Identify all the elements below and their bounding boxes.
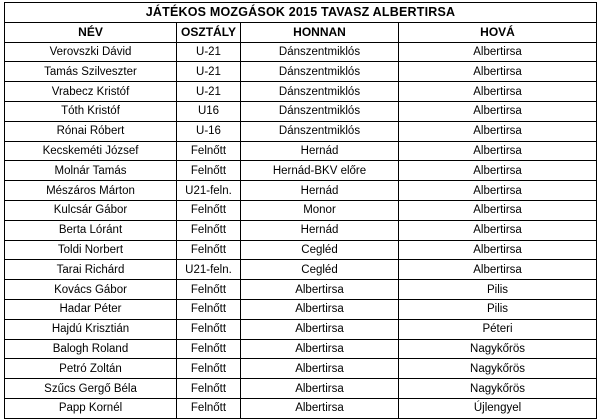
table-row [5,379,597,399]
from-club-cell: Hernád [241,181,399,201]
from-club-cell: Albertirsa [241,379,399,399]
table-row [5,121,597,141]
player-name-cell: Mészáros Márton [5,181,177,201]
to-club-cell: Albertirsa [399,82,597,102]
table-row [5,141,597,161]
player-transfers-table [4,2,597,419]
to-club-cell: Albertirsa [399,220,597,240]
title-row [5,3,597,23]
table-row [5,200,597,220]
category-cell: Felnőtt [177,398,241,418]
player-name-cell: Toldi Norbert [5,240,177,260]
player-name-cell: Szűcs Gergő Béla [5,379,177,399]
player-name-cell: Kovács Gábor [5,280,177,300]
player-name-cell: Hajdú Krisztián [5,319,177,339]
player-name-cell: Papp Kornél [5,398,177,418]
player-name-cell: Tamás Szilveszter [5,62,177,82]
to-club-cell: Nagykőrös [399,359,597,379]
table-row [5,359,597,379]
column-header-osztaly: OSZTÁLY [177,22,241,42]
header-row [5,22,597,42]
table-row [5,280,597,300]
to-club-cell: Albertirsa [399,260,597,280]
player-name-cell: Molnár Tamás [5,161,177,181]
category-cell: Felnőtt [177,379,241,399]
table-row [5,101,597,121]
category-cell: U-21 [177,82,241,102]
from-club-cell: Albertirsa [241,398,399,418]
from-club-cell: Hernád-BKV előre [241,161,399,181]
category-cell: Felnőtt [177,200,241,220]
category-cell: Felnőtt [177,299,241,319]
to-club-cell: Albertirsa [399,42,597,62]
table-row [5,260,597,280]
table-row [5,62,597,82]
table-row [5,161,597,181]
table-row [5,299,597,319]
table-row [5,398,597,418]
table-row [5,42,597,62]
category-cell: Felnőtt [177,359,241,379]
to-club-cell: Albertirsa [399,101,597,121]
category-cell: Felnőtt [177,339,241,359]
table-title: JÁTÉKOS MOZGÁSOK 2015 TAVASZ ALBERTIRSA [5,3,597,23]
player-name-cell: Verovszki Dávid [5,42,177,62]
from-club-cell: Hernád [241,220,399,240]
table-row [5,220,597,240]
player-name-cell: Balogh Roland [5,339,177,359]
from-club-cell: Dánszentmiklós [241,42,399,62]
category-cell: U21-feln. [177,181,241,201]
category-cell: Felnőtt [177,319,241,339]
table-row [5,82,597,102]
to-club-cell: Péteri [399,319,597,339]
to-club-cell: Albertirsa [399,240,597,260]
to-club-cell: Albertirsa [399,62,597,82]
category-cell: U-21 [177,62,241,82]
to-club-cell: Albertirsa [399,161,597,181]
from-club-cell: Albertirsa [241,339,399,359]
from-club-cell: Cegléd [241,240,399,260]
column-header-honnan: HONNAN [241,22,399,42]
from-club-cell: Dánszentmiklós [241,121,399,141]
from-club-cell: Albertirsa [241,319,399,339]
from-club-cell: Monor [241,200,399,220]
player-name-cell: Vrabecz Kristóf [5,82,177,102]
from-club-cell: Dánszentmiklós [241,82,399,102]
category-cell: Felnőtt [177,220,241,240]
player-name-cell: Berta Lóránt [5,220,177,240]
to-club-cell: Pilis [399,299,597,319]
category-cell: Felnőtt [177,280,241,300]
from-club-cell: Albertirsa [241,299,399,319]
category-cell: Felnőtt [177,240,241,260]
to-club-cell: Nagykőrös [399,339,597,359]
category-cell: U-21 [177,42,241,62]
from-club-cell: Hernád [241,141,399,161]
from-club-cell: Albertirsa [241,359,399,379]
table-row [5,181,597,201]
to-club-cell: Albertirsa [399,141,597,161]
from-club-cell: Dánszentmiklós [241,62,399,82]
player-name-cell: Hadar Péter [5,299,177,319]
category-cell: U-16 [177,121,241,141]
table-body [5,42,597,418]
to-club-cell: Albertirsa [399,121,597,141]
category-cell: U21-feln. [177,260,241,280]
from-club-cell: Dánszentmiklós [241,101,399,121]
table-row [5,319,597,339]
category-cell: Felnőtt [177,161,241,181]
from-club-cell: Albertirsa [241,280,399,300]
category-cell: U16 [177,101,241,121]
to-club-cell: Albertirsa [399,200,597,220]
to-club-cell: Nagykőrös [399,379,597,399]
player-name-cell: Kecskeméti József [5,141,177,161]
player-name-cell: Tarai Richárd [5,260,177,280]
to-club-cell: Albertirsa [399,181,597,201]
transfer-sheet [4,2,596,415]
table-row [5,339,597,359]
from-club-cell: Cegléd [241,260,399,280]
to-club-cell: Újlengyel [399,398,597,418]
player-name-cell: Petró Zoltán [5,359,177,379]
to-club-cell: Pilis [399,280,597,300]
player-name-cell: Rónai Róbert [5,121,177,141]
table-row [5,240,597,260]
category-cell: Felnőtt [177,141,241,161]
column-header-nev: NÉV [5,22,177,42]
player-name-cell: Kulcsár Gábor [5,200,177,220]
column-header-hova: HOVÁ [399,22,597,42]
player-name-cell: Tóth Kristóf [5,101,177,121]
